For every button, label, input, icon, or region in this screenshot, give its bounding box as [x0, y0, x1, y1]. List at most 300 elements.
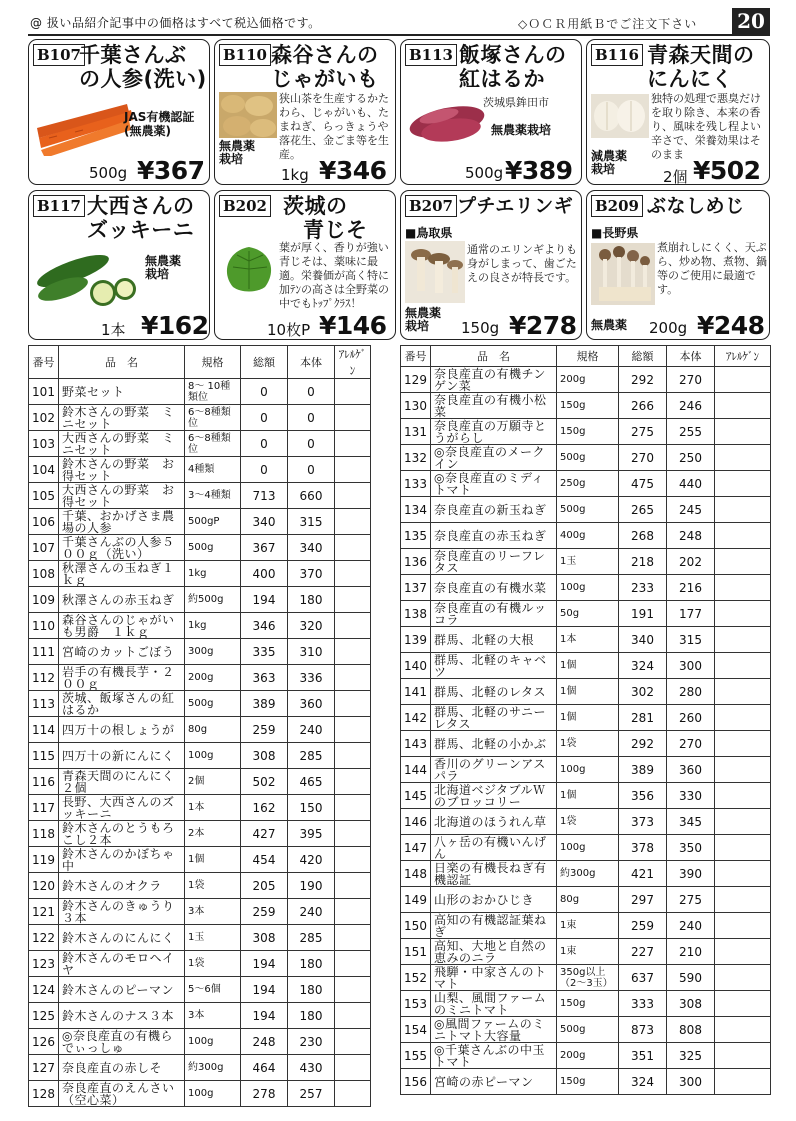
product-code: B107	[33, 44, 85, 66]
item-number: 105	[29, 483, 59, 509]
item-allergy-cell	[335, 379, 371, 405]
table-row[interactable]	[401, 861, 771, 887]
item-number: 122	[29, 925, 59, 951]
product-title-line: プチエリンギ	[457, 195, 574, 217]
item-total-price: 194	[241, 587, 288, 613]
item-number: 152	[401, 965, 431, 991]
item-base-price: 190	[288, 873, 335, 899]
item-name: 飛騨・中家さんのトマト	[431, 965, 557, 991]
item-spec: 6～8種類位	[185, 431, 241, 457]
item-allergy-cell	[715, 965, 771, 991]
item-total-price: 502	[241, 769, 288, 795]
product-card[interactable]	[214, 39, 396, 185]
item-name: 鈴木さんの野菜 お得セット	[59, 457, 185, 483]
item-total-price: 873	[619, 1017, 667, 1043]
item-allergy-cell	[335, 717, 371, 743]
item-name: 奈良産直の新玉ねぎ	[431, 497, 557, 523]
item-base-price: 0	[288, 379, 335, 405]
table-row[interactable]	[29, 457, 371, 483]
table-header-row	[29, 346, 371, 379]
table-row[interactable]	[29, 405, 371, 431]
table-row[interactable]	[401, 575, 771, 601]
item-spec: 約300g	[185, 1055, 241, 1081]
item-name: 大西さんの野菜 ミニセット	[59, 431, 185, 457]
table-row[interactable]	[401, 471, 771, 497]
product-origin-text: 茨城県鉾田市	[483, 96, 549, 109]
table-row[interactable]	[29, 431, 371, 457]
item-base-price: 210	[667, 939, 715, 965]
item-name: 日楽の有機長ねぎ有機認証	[431, 861, 557, 887]
item-allergy-cell	[335, 899, 371, 925]
item-allergy-cell	[335, 457, 371, 483]
item-name: 高知の有機認証葉ねぎ	[431, 913, 557, 939]
table-row[interactable]	[401, 965, 771, 991]
table-row[interactable]	[29, 977, 371, 1003]
item-total-price: 363	[241, 665, 288, 691]
item-number: 126	[29, 1029, 59, 1055]
item-total-price: 308	[241, 925, 288, 951]
item-allergy-cell	[715, 679, 771, 705]
product-price: ¥278	[509, 311, 577, 340]
product-title-line: 大西さんの	[87, 194, 195, 218]
item-allergy-cell	[715, 419, 771, 445]
item-total-price: 297	[619, 887, 667, 913]
table-row[interactable]	[29, 691, 371, 717]
product-card[interactable]	[400, 190, 582, 340]
table-row[interactable]	[29, 951, 371, 977]
item-allergy-cell	[715, 445, 771, 471]
item-total-price: 218	[619, 549, 667, 575]
organic-tag: JAS有機認証 (無農薬)	[124, 110, 195, 138]
table-row[interactable]	[29, 379, 371, 405]
item-spec: 1袋	[557, 731, 619, 757]
item-spec: 約500g	[185, 587, 241, 613]
item-total-price: 308	[241, 743, 288, 769]
item-base-price: 270	[667, 367, 715, 393]
item-number: 149	[401, 887, 431, 913]
item-name: 千葉、おかげさま農場の人参	[59, 509, 185, 535]
product-title-line: 紅はるか	[459, 67, 545, 91]
item-allergy-cell	[335, 665, 371, 691]
item-name: 香川のグリーンアスパラ	[431, 757, 557, 783]
product-title-line: 青じそ	[303, 218, 368, 242]
item-total-price: 162	[241, 795, 288, 821]
item-total-price: 292	[619, 367, 667, 393]
table-row[interactable]	[401, 731, 771, 757]
item-spec: 3本	[185, 1003, 241, 1029]
item-base-price: 260	[667, 705, 715, 731]
table-row[interactable]	[401, 497, 771, 523]
item-allergy-cell	[715, 575, 771, 601]
header-spec: 規格	[185, 346, 241, 379]
table-row[interactable]	[401, 419, 771, 445]
item-allergy-cell	[715, 887, 771, 913]
product-code: B207	[405, 195, 457, 217]
item-base-price: 360	[288, 691, 335, 717]
item-name: 野菜セット	[59, 379, 185, 405]
item-total-price: 335	[241, 639, 288, 665]
item-name: 奈良産直の有機小松菜	[431, 393, 557, 419]
item-spec: 200g	[557, 1043, 619, 1069]
product-title-line: ぶなしめじ	[647, 195, 745, 217]
item-spec: 150g	[557, 419, 619, 445]
table-row[interactable]	[401, 393, 771, 419]
item-base-price: 246	[667, 393, 715, 419]
item-allergy-cell	[715, 367, 771, 393]
item-name: 奈良産直の有機水菜	[431, 575, 557, 601]
product-title-line: 千葉さんぶ	[79, 43, 187, 67]
item-number: 110	[29, 613, 59, 639]
item-number: 133	[401, 471, 431, 497]
item-spec: 1個	[557, 705, 619, 731]
item-name: 鈴木さんのピーマン	[59, 977, 185, 1003]
item-spec: 1束	[557, 939, 619, 965]
item-base-price: 245	[667, 497, 715, 523]
table-row[interactable]	[401, 653, 771, 679]
table-row[interactable]	[401, 939, 771, 965]
header-allergy: ｱﾚﾙｹﾞﾝ	[335, 346, 371, 379]
header-base: 本体	[667, 346, 715, 367]
header-no: 番号	[29, 346, 59, 379]
item-base-price: 345	[667, 809, 715, 835]
item-number: 101	[29, 379, 59, 405]
item-spec: 3～4種類	[185, 483, 241, 509]
item-base-price: 240	[288, 899, 335, 925]
item-total-price: 340	[619, 627, 667, 653]
table-row[interactable]	[29, 1081, 371, 1107]
item-name: 奈良産直の有機ルッコラ	[431, 601, 557, 627]
item-spec: 1束	[557, 913, 619, 939]
organic-tag: 無農薬	[591, 318, 628, 332]
product-price: ¥162	[141, 311, 209, 340]
table-row[interactable]	[401, 783, 771, 809]
item-name: 千葉さんぶの人参５００ｇ（洗い）	[59, 535, 185, 561]
item-allergy-cell	[715, 1043, 771, 1069]
item-base-price: 240	[288, 717, 335, 743]
item-name: 青森天間のにんにく２個	[59, 769, 185, 795]
item-number: 113	[29, 691, 59, 717]
item-number: 143	[401, 731, 431, 757]
item-allergy-cell	[715, 913, 771, 939]
item-number: 153	[401, 991, 431, 1017]
product-description: 葉が厚く、香りが強い青じそは、薬味に最適。栄養価が高く特に加ﾃﾝの高さは全野菜の中でもﾄｯﾌﾟｸﾗｽ！	[279, 241, 389, 310]
table-row[interactable]	[29, 743, 371, 769]
item-number: 155	[401, 1043, 431, 1069]
item-name: 鈴木さんのかぼちゃ中	[59, 847, 185, 873]
table-row[interactable]	[29, 561, 371, 587]
table-row[interactable]	[401, 757, 771, 783]
item-base-price: 330	[667, 783, 715, 809]
carrot-photo	[35, 98, 135, 156]
item-base-price: 248	[667, 523, 715, 549]
item-base-price: 285	[288, 925, 335, 951]
item-name: 鈴木さんの野菜 ミニセット	[59, 405, 185, 431]
item-spec: 1個	[557, 679, 619, 705]
item-total-price: 324	[619, 1069, 667, 1095]
table-row[interactable]	[29, 613, 371, 639]
table-row[interactable]	[401, 627, 771, 653]
product-card[interactable]	[400, 39, 582, 185]
tax-note: @ 扱い品紹介記事中の価格はすべて税込価格です。	[30, 16, 321, 30]
product-price: ¥146	[319, 311, 387, 340]
item-number: 109	[29, 587, 59, 613]
table-row[interactable]	[29, 769, 371, 795]
item-spec: 1玉	[557, 549, 619, 575]
product-title-line: の人参(洗い)	[79, 67, 207, 91]
item-allergy-cell	[715, 653, 771, 679]
product-title-line: じゃがいも	[271, 67, 379, 91]
item-spec: 250g	[557, 471, 619, 497]
table-row[interactable]	[29, 1003, 371, 1029]
item-allergy-cell	[715, 705, 771, 731]
item-name: 北海道ベジタブルＷのブロッコリー	[431, 783, 557, 809]
table-row[interactable]	[29, 535, 371, 561]
item-base-price: 420	[288, 847, 335, 873]
table-row[interactable]	[29, 925, 371, 951]
table-row[interactable]	[29, 821, 371, 847]
table-row[interactable]	[401, 705, 771, 731]
item-total-price: 205	[241, 873, 288, 899]
table-row[interactable]	[29, 509, 371, 535]
item-allergy-cell	[715, 1017, 771, 1043]
item-base-price: 320	[288, 613, 335, 639]
item-spec: 3本	[185, 899, 241, 925]
table-row[interactable]	[29, 665, 371, 691]
item-name: 群馬、北軽の大根	[431, 627, 557, 653]
page-header	[28, 8, 770, 34]
table-row[interactable]	[401, 367, 771, 393]
item-total-price: 356	[619, 783, 667, 809]
table-row[interactable]	[401, 679, 771, 705]
item-name: 四万十の根しょうが	[59, 717, 185, 743]
header-base: 本体	[288, 346, 335, 379]
product-code: B117	[33, 195, 85, 217]
item-number: 112	[29, 665, 59, 691]
item-number: 125	[29, 1003, 59, 1029]
item-total-price: 373	[619, 809, 667, 835]
item-total-price: 194	[241, 977, 288, 1003]
item-base-price: 177	[667, 601, 715, 627]
item-name: ◎風間ファームのミニトマト大容量	[431, 1017, 557, 1043]
item-number: 116	[29, 769, 59, 795]
table-row[interactable]	[401, 835, 771, 861]
organic-tag: 無農薬栽培	[491, 123, 552, 137]
item-allergy-cell	[715, 393, 771, 419]
item-total-price: 421	[619, 861, 667, 887]
item-allergy-cell	[715, 991, 771, 1017]
item-spec: 150g	[557, 393, 619, 419]
product-card[interactable]	[586, 190, 770, 340]
header-total: 総額	[619, 346, 667, 367]
item-spec: 150g	[557, 1069, 619, 1095]
item-number: 111	[29, 639, 59, 665]
item-number: 135	[401, 523, 431, 549]
item-number: 134	[401, 497, 431, 523]
item-total-price: 0	[241, 405, 288, 431]
item-number: 145	[401, 783, 431, 809]
item-number: 124	[29, 977, 59, 1003]
item-total-price: 278	[241, 1081, 288, 1107]
item-number: 119	[29, 847, 59, 873]
table-row[interactable]	[401, 809, 771, 835]
item-number: 118	[29, 821, 59, 847]
item-base-price: 240	[667, 913, 715, 939]
item-spec: 100g	[557, 835, 619, 861]
item-allergy-cell	[335, 951, 371, 977]
table-row[interactable]	[29, 1055, 371, 1081]
item-name: 奈良産直の万願寺とうがらし	[431, 419, 557, 445]
item-number: 146	[401, 809, 431, 835]
item-base-price: 360	[667, 757, 715, 783]
item-allergy-cell	[335, 925, 371, 951]
product-title-line: にんにく	[647, 67, 733, 91]
item-name: 宮崎の赤ピーマン	[431, 1069, 557, 1095]
item-base-price: 325	[667, 1043, 715, 1069]
item-total-price: 464	[241, 1055, 288, 1081]
eringi-photo	[405, 241, 465, 303]
item-number: 121	[29, 899, 59, 925]
product-quantity: 500g	[89, 164, 128, 182]
table-row[interactable]	[401, 523, 771, 549]
item-total-price: 275	[619, 419, 667, 445]
product-title-line: 茨城の	[283, 194, 348, 218]
item-total-price: 389	[241, 691, 288, 717]
table-row[interactable]	[401, 991, 771, 1017]
item-allergy-cell	[335, 691, 371, 717]
item-allergy-cell	[335, 1029, 371, 1055]
item-number: 123	[29, 951, 59, 977]
item-total-price: 233	[619, 575, 667, 601]
table-row[interactable]	[29, 587, 371, 613]
item-spec: 200g	[185, 665, 241, 691]
product-code: B202	[219, 195, 271, 217]
item-name: ◎奈良産直のメークイン	[431, 445, 557, 471]
table-row[interactable]	[29, 899, 371, 925]
item-total-price: 281	[619, 705, 667, 731]
ocr-form-note: ◇ＯＣＲ用紙Ｂでご注文下さい	[518, 17, 698, 31]
item-allergy-cell	[335, 1055, 371, 1081]
item-base-price: 216	[667, 575, 715, 601]
item-spec: 500g	[185, 691, 241, 717]
order-table-right	[400, 345, 771, 1095]
item-allergy-cell	[335, 847, 371, 873]
product-description: 独特の処理で悪臭だけを取り除き、本来の香り、風味を残し程よい辛さで、栄養効果はそのまま	[651, 92, 761, 161]
item-name: 四万十の新にんにく	[59, 743, 185, 769]
item-name: 森谷さんのじゃがいも男爵 １ｋｇ	[59, 613, 185, 639]
item-number: 129	[401, 367, 431, 393]
item-number: 104	[29, 457, 59, 483]
item-name: 山梨、風間ファームのミニトマト	[431, 991, 557, 1017]
item-base-price: 0	[288, 405, 335, 431]
item-base-price: 340	[288, 535, 335, 561]
table-row[interactable]	[401, 913, 771, 939]
item-number: 136	[401, 549, 431, 575]
item-spec: 1袋	[557, 809, 619, 835]
item-spec: 1個	[557, 653, 619, 679]
item-allergy-cell	[715, 809, 771, 835]
item-base-price: 300	[667, 1069, 715, 1095]
table-row[interactable]	[29, 1029, 371, 1055]
product-price: ¥502	[693, 156, 761, 185]
item-spec: 4種類	[185, 457, 241, 483]
table-row[interactable]	[29, 847, 371, 873]
item-allergy-cell	[335, 821, 371, 847]
table-row[interactable]	[401, 601, 771, 627]
item-total-price: 475	[619, 471, 667, 497]
table-row[interactable]	[401, 1069, 771, 1095]
table-row[interactable]	[29, 483, 371, 509]
item-spec: 1kg	[185, 561, 241, 587]
item-total-price: 400	[241, 561, 288, 587]
organic-tag: 無農薬栽培	[405, 306, 442, 333]
item-total-price: 259	[241, 717, 288, 743]
item-allergy-cell	[335, 1081, 371, 1107]
item-spec: 1袋	[185, 873, 241, 899]
table-row[interactable]	[401, 549, 771, 575]
item-name: 群馬、北軽の小かぶ	[431, 731, 557, 757]
item-total-price: 227	[619, 939, 667, 965]
item-total-price: 270	[619, 445, 667, 471]
item-number: 102	[29, 405, 59, 431]
table-row[interactable]	[401, 445, 771, 471]
item-allergy-cell	[715, 497, 771, 523]
product-card[interactable]	[28, 39, 210, 185]
table-row[interactable]	[401, 1043, 771, 1069]
item-total-price: 340	[241, 509, 288, 535]
item-base-price: 180	[288, 587, 335, 613]
table-row[interactable]	[29, 639, 371, 665]
item-base-price: 230	[288, 1029, 335, 1055]
item-allergy-cell	[715, 939, 771, 965]
item-base-price: 465	[288, 769, 335, 795]
table-row[interactable]	[29, 717, 371, 743]
item-number: 144	[401, 757, 431, 783]
table-row[interactable]	[401, 887, 771, 913]
item-allergy-cell	[335, 743, 371, 769]
item-number: 115	[29, 743, 59, 769]
product-code: B113	[405, 44, 457, 66]
item-base-price: 180	[288, 977, 335, 1003]
product-card[interactable]	[28, 190, 210, 340]
item-base-price: 370	[288, 561, 335, 587]
product-card[interactable]	[214, 190, 396, 340]
product-quantity: 200g	[649, 319, 688, 337]
table-row[interactable]	[401, 1017, 771, 1043]
item-allergy-cell	[335, 431, 371, 457]
item-allergy-cell	[335, 587, 371, 613]
table-row[interactable]	[29, 873, 371, 899]
product-quantity: 10枚P	[267, 321, 311, 339]
product-code: B209	[591, 195, 643, 217]
item-number: 148	[401, 861, 431, 887]
item-base-price: 590	[667, 965, 715, 991]
item-name: 鈴木さんのにんにく	[59, 925, 185, 951]
header-spec: 規格	[557, 346, 619, 367]
item-name: 高知、大地と自然の恵みのニラ	[431, 939, 557, 965]
item-allergy-cell	[715, 757, 771, 783]
table-row[interactable]	[29, 795, 371, 821]
organic-tag: 無農薬栽培	[219, 139, 256, 166]
item-spec: 200g	[557, 367, 619, 393]
item-name: ◎千葉さんぶの中玉トマト	[431, 1043, 557, 1069]
item-spec: 1本	[557, 627, 619, 653]
product-card[interactable]	[586, 39, 770, 185]
item-base-price: 270	[667, 731, 715, 757]
item-spec: 2本	[185, 821, 241, 847]
product-price: ¥389	[505, 156, 573, 185]
item-allergy-cell	[335, 535, 371, 561]
item-name: 群馬、北軽のキャベツ	[431, 653, 557, 679]
